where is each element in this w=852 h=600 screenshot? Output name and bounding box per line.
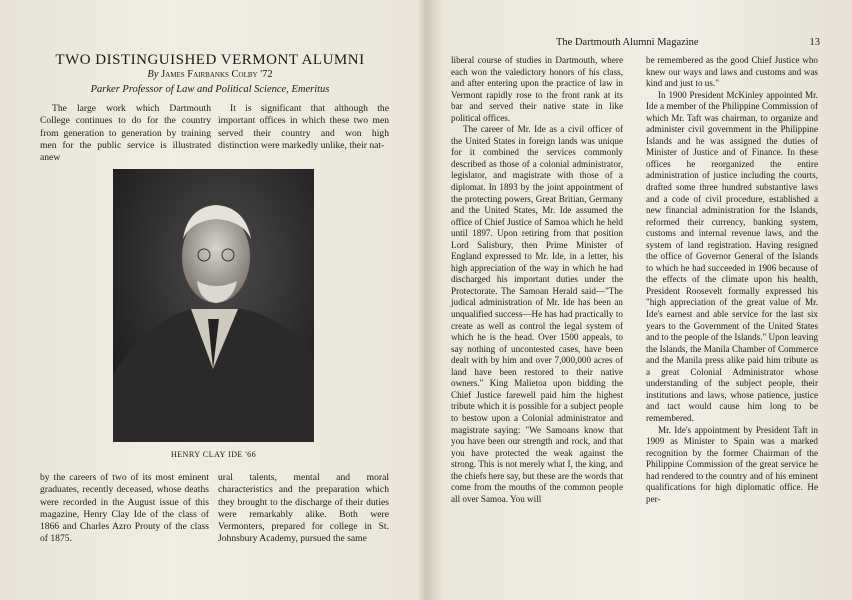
magazine-name: The Dartmouth Alumni Magazine bbox=[556, 37, 699, 48]
paragraph: be remembered as the good Chief Justice who knew our ways and laws and customs and was kind and just to us." bbox=[646, 55, 818, 89]
paragraph: The career of Mr. Ide as a civil officer of the United States in foreign lands was unique for it combined the services commonly described as those of a colonial administrator, legislator, and magistrate with those of a diplomat. In 1893 by the joint appointment of the protecting powers, Great Britian, Germany and the United States, Mr. Ide assumed the office of Chief Justice of Samoa which he held until 1897. Upon retiring from that position Lord Salisbury, then Prime Minister of England expressed to Mr. Ide, in a letter, his high appreciation of the way in which he had discharged his important duties under the Protectorate. The Samoan Herald said—"The judical administration of Mr. Ide has been an unqualified success—He has had practically to create as well as control the legal system of which he is the head. Over 1500 appeals, to say nothing of uncontested cases, have been dealt with by him and over 7,000,000 acres of land have been restored to their native owners." King Malietoa upon bidding the Chief Justice farewell paid him the highest tribute which it is possible for a subject people to bestow upon a Colonial administrator and magistrate saying: "We Samoans know that you have been our strength and rock, and that you have protected the weak against the strong. This is not merely what I, the king, and the chiefs here say, but these are the words that come from the mouths of the common people all over Samoa. You will bbox=[451, 124, 623, 504]
right-page bbox=[426, 0, 852, 600]
photo-caption: HENRY CLAY IDE '66 bbox=[170, 450, 257, 459]
paragraph: In 1900 President McKinley appointed Mr. Ide a member of the Philippine Commission of which Mr. Taft was chairman, to organize and administer civil government in the Philippine Islands and he was assigned the duties of Minister of Justice and of Finance. In these offices he reorganized the entire administration of justice including the courts, drafted some three hundred substantive laws and a code of civil procedure, established a new financial administration for the Islands, reformed their currency, banking system, customs and internal revenue laws, and the system of land registration. Having resigned the office of Governor General of the Islands to which he had succeeded in 1906 because of the effects of the climate upon his health, President Roosevelt formally expressed his "high appreciation of the great value of Mr. Ide's earnest and able service for the last six years to the Government of the United States and to the people of the Islands." Upon leaving the Islands, the Manila Chamber of Commerce and the Manila press alike paid him tribute as a great Colonial Administrator whose understanding of the subject people, their institutions and laws, whose patience, justice and tact would cause him long to be remembered. bbox=[646, 89, 818, 423]
paragraph: by the careers of two of its most eminent graduates, recently deceased, whose deaths were recorded in the August issue of this magazine, Henry Clay Ide of the class of 1866 and Charles Azro Prouty of the class of 1875. bbox=[40, 472, 209, 545]
right-col1 bbox=[451, 55, 623, 505]
left-col1-top bbox=[40, 103, 211, 164]
author-affiliation: Parker Professor of Law and Political Science, Emeritus bbox=[90, 84, 330, 95]
article-title: TWO DISTINGUISHED VERMONT ALUMNI bbox=[55, 52, 365, 68]
right-col2 bbox=[646, 55, 818, 505]
paragraph: ural talents, mental and moral characteristics and the preparation which they brought to the discharge of their duties were remarkably alike. Both were Vermonters, prepared for college in St. Johnsbury Academy, pursued the same bbox=[218, 472, 389, 545]
paragraph: It is significant that although the important offices in which these two men served their country and won high distinction were markedly unlike, their nat- bbox=[218, 103, 389, 151]
left-col2-top bbox=[218, 103, 389, 152]
article-byline bbox=[40, 69, 380, 80]
byline-author: James Fairbanks Colby '72 bbox=[161, 69, 273, 80]
paragraph: Mr. Ide's appointment by President Taft in 1909 as Minister to Spain was a marked recognition by the former Chairman of the Philippine Commission of the great service he had rendered to the country and of his eminent qualifications for high diplomatic office. He per- bbox=[646, 424, 818, 504]
portrait-photo bbox=[113, 169, 314, 442]
page-number: 13 bbox=[809, 37, 820, 48]
paragraph: liberal course of studies in Dartmouth, where each won the valedictory honors of his class, and after entering upon the practice of law in Vermont rapidly rose to the front rank at its bar and served their native state in like political offices. bbox=[451, 55, 623, 123]
byline-prefix: By bbox=[147, 69, 159, 80]
left-col2-bottom bbox=[218, 472, 389, 546]
left-col1-bottom bbox=[40, 472, 209, 546]
paragraph: The large work which Dartmouth College continues to do for the country from generation to generation by training men for the public service is illustrated anew bbox=[40, 103, 211, 164]
portrait-illustration bbox=[113, 169, 314, 442]
